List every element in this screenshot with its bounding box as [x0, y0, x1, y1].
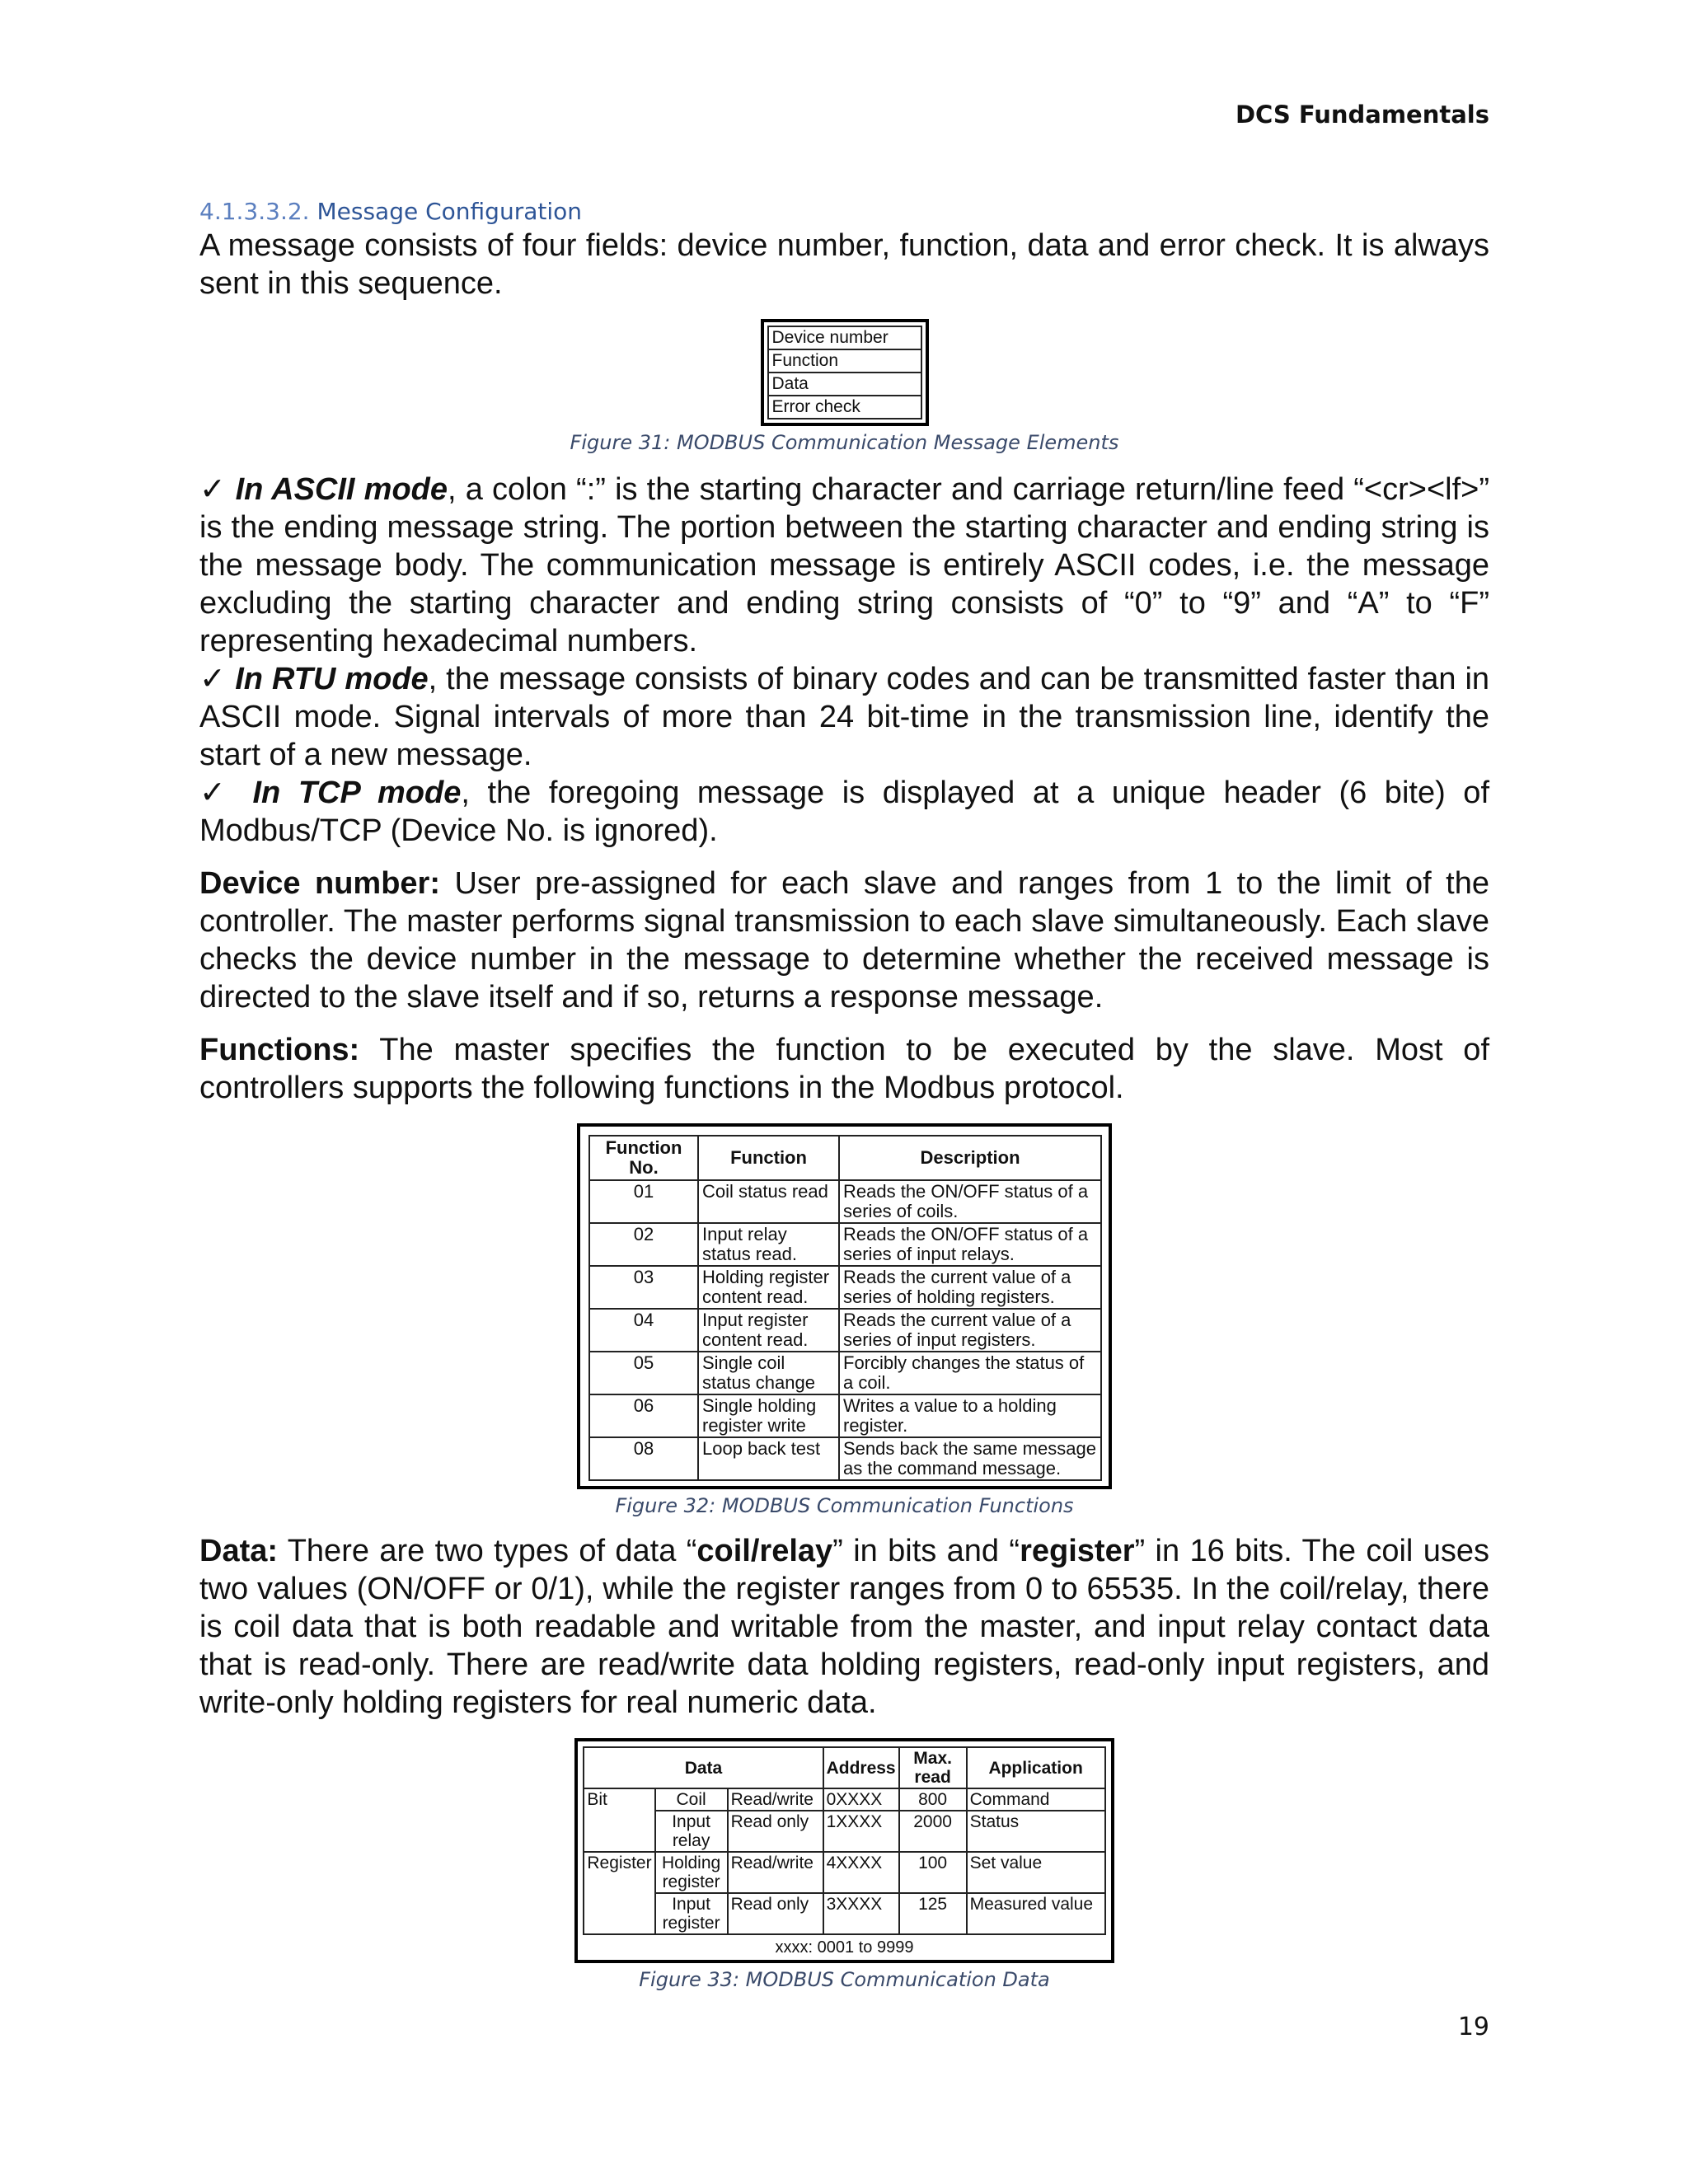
data-type: Coil [655, 1788, 728, 1811]
function-description: Reads the current value of a series of input registers. [839, 1309, 1101, 1352]
function-description: Forcibly changes the status of a coil. [839, 1352, 1101, 1394]
column-header: Data [584, 1747, 823, 1788]
function-name: Single holding register write [698, 1394, 839, 1437]
figure-31 [199, 302, 1489, 454]
access: Read only [728, 1893, 823, 1934]
max-read: 100 [899, 1852, 967, 1893]
table-row [584, 1788, 1104, 1811]
table-row [584, 1893, 1104, 1934]
table-row [589, 1266, 1101, 1309]
term-text: The master specifies the function to be executed by the slave. Most of controllers supports the following functions in the Modbus protocol. [199, 1033, 1489, 1105]
address: 1XXXX [823, 1811, 899, 1852]
functions-box [577, 1123, 1112, 1489]
function-no: 03 [589, 1266, 698, 1309]
table-row [589, 1180, 1101, 1223]
bold-term: register [1020, 1534, 1135, 1568]
mode-item-rtu [199, 660, 1489, 774]
mode-label: In RTU mode [235, 662, 429, 696]
table-note: xxxx: 0001 to 9999 [775, 1938, 914, 1957]
mode-text: , the foregoing message is displayed at a unique header (6 bite) of Modbus/TCP (Device No. is ignored). [199, 776, 1490, 848]
table-row [589, 1352, 1101, 1394]
max-read: 800 [899, 1788, 967, 1811]
function-description: Sends back the same message as the command message. [839, 1437, 1101, 1480]
functions-paragraph [199, 1031, 1489, 1107]
checkmark-icon: ✓ [199, 662, 227, 696]
message-element: Device number [768, 326, 921, 349]
data-paragraph [199, 1532, 1489, 1722]
functions-table [588, 1135, 1102, 1481]
mode-item-ascii [199, 471, 1489, 660]
section-title: Message Configuration [316, 198, 582, 225]
section-number: 4.1.3.3.2. [199, 198, 310, 225]
function-name: Coil status read [698, 1180, 839, 1223]
bold-term: coil/relay [696, 1534, 833, 1568]
table-row [584, 1811, 1104, 1852]
mode-text: , a colon “:” is the starting character and carriage return/line feed “<cr><lf>” is the ending message string. The portion between the starting character and ending string is the message body. The communication message is entirely ASCII codes, i.e. the message excluding the starting character and ending string consists of “0” to “9” and “A” to “F” representing hexadecimal numbers. [199, 472, 1490, 658]
max-read: 2000 [899, 1811, 967, 1852]
column-header: Max. read [899, 1747, 967, 1788]
modes-list [199, 471, 1489, 850]
term-text: User pre-assigned for each slave and ranges from 1 to the limit of the controller. The master performs signal transmission to each slave simultaneously. Each slave checks the device number in the message to determine whether the received message is directed to the slave itself and if so, returns a response message. [199, 866, 1490, 1015]
column-header: Function [698, 1136, 839, 1180]
function-no: 05 [589, 1352, 698, 1394]
application: Set value [967, 1852, 1105, 1893]
text-run: There are two types of data “ [278, 1534, 697, 1568]
text-run: ” in 16 bits. The coil uses two values (ON/OFF or 0/1), while the register ranges from 0 to 65535. In the coil/relay, there is coil data that is both readable and writable from the master, and input relay contact data that is read-only. There are read/write data holding registers, read-only input registers, and write-only holding registers for real numeric data. [199, 1534, 1490, 1720]
table-row [589, 1437, 1101, 1480]
function-name: Single coil status change [698, 1352, 839, 1394]
message-elements-table [767, 326, 922, 419]
column-header: Address [823, 1747, 899, 1788]
table-row [584, 1852, 1104, 1893]
message-element: Function [768, 349, 921, 373]
running-header: DCS Fundamentals [1235, 101, 1489, 129]
term-label: Functions: [199, 1033, 360, 1067]
figure-caption: Figure 32: MODBUS Communication Functions [615, 1494, 1074, 1517]
term-label: Device number: [199, 866, 440, 901]
application: Command [967, 1788, 1105, 1811]
intro-paragraph: A message consists of four fields: device number, function, data and error check. It is always sent in this sequence. [199, 228, 1489, 301]
mode-label: In TCP mode [252, 776, 462, 810]
access: Read/write [728, 1788, 823, 1811]
column-header: Application [967, 1747, 1105, 1788]
figure-33 [199, 1722, 1489, 1991]
figure-caption: Figure 31: MODBUS Communication Message Elements [570, 431, 1119, 454]
page-number: 19 [1457, 2013, 1489, 2041]
mode-label: In ASCII mode [235, 472, 448, 507]
access: Read only [728, 1811, 823, 1852]
device-number-paragraph [199, 865, 1489, 1016]
function-name: Input register content read. [698, 1309, 839, 1352]
function-no: 06 [589, 1394, 698, 1437]
figure-32 [199, 1107, 1489, 1517]
function-name: Loop back test [698, 1437, 839, 1480]
function-no: 02 [589, 1223, 698, 1266]
mode-item-tcp [199, 774, 1489, 850]
address: 3XXXX [823, 1893, 899, 1934]
table-row [589, 1309, 1101, 1352]
address: 4XXXX [823, 1852, 899, 1893]
data-type: Input relay [655, 1811, 728, 1852]
text-run: ” in bits and “ [832, 1534, 1020, 1568]
application: Status [967, 1811, 1105, 1852]
function-no: 08 [589, 1437, 698, 1480]
application: Measured value [967, 1893, 1105, 1934]
function-description: Reads the ON/OFF status of a series of coils. [839, 1180, 1101, 1223]
checkmark-icon: ✓ [199, 776, 235, 810]
page-content [199, 198, 1489, 1991]
message-element: Data [768, 373, 921, 396]
function-description: Writes a value to a holding register. [839, 1394, 1101, 1437]
figure-caption: Figure 33: MODBUS Communication Data [639, 1968, 1050, 1991]
group-name: Register [584, 1852, 654, 1934]
section-heading [199, 198, 1489, 225]
data-type: Input register [655, 1893, 728, 1934]
group-name: Bit [584, 1788, 654, 1852]
column-header: Function No. [589, 1136, 698, 1180]
function-no: 01 [589, 1180, 698, 1223]
function-name: Holding register content read. [698, 1266, 839, 1309]
message-elements-box [761, 319, 929, 426]
checkmark-icon: ✓ [199, 472, 227, 507]
data-type: Holding register [655, 1852, 728, 1893]
mode-text: , the message consists of binary codes and can be transmitted faster than in ASCII mode. Signal intervals of more than 24 bit-time in the transmission line, identify the start of a new message. [199, 662, 1490, 772]
function-description: Reads the ON/OFF status of a series of input relays. [839, 1223, 1101, 1266]
table-row [589, 1394, 1101, 1437]
address: 0XXXX [823, 1788, 899, 1811]
data-types-table [583, 1746, 1105, 1958]
message-element: Error check [768, 396, 921, 419]
data-types-box [574, 1738, 1114, 1963]
function-no: 04 [589, 1309, 698, 1352]
max-read: 125 [899, 1893, 967, 1934]
function-description: Reads the current value of a series of holding registers. [839, 1266, 1101, 1309]
table-row [589, 1223, 1101, 1266]
function-name: Input relay status read. [698, 1223, 839, 1266]
term-label: Data: [199, 1534, 279, 1568]
column-header: Description [839, 1136, 1101, 1180]
access: Read/write [728, 1852, 823, 1893]
